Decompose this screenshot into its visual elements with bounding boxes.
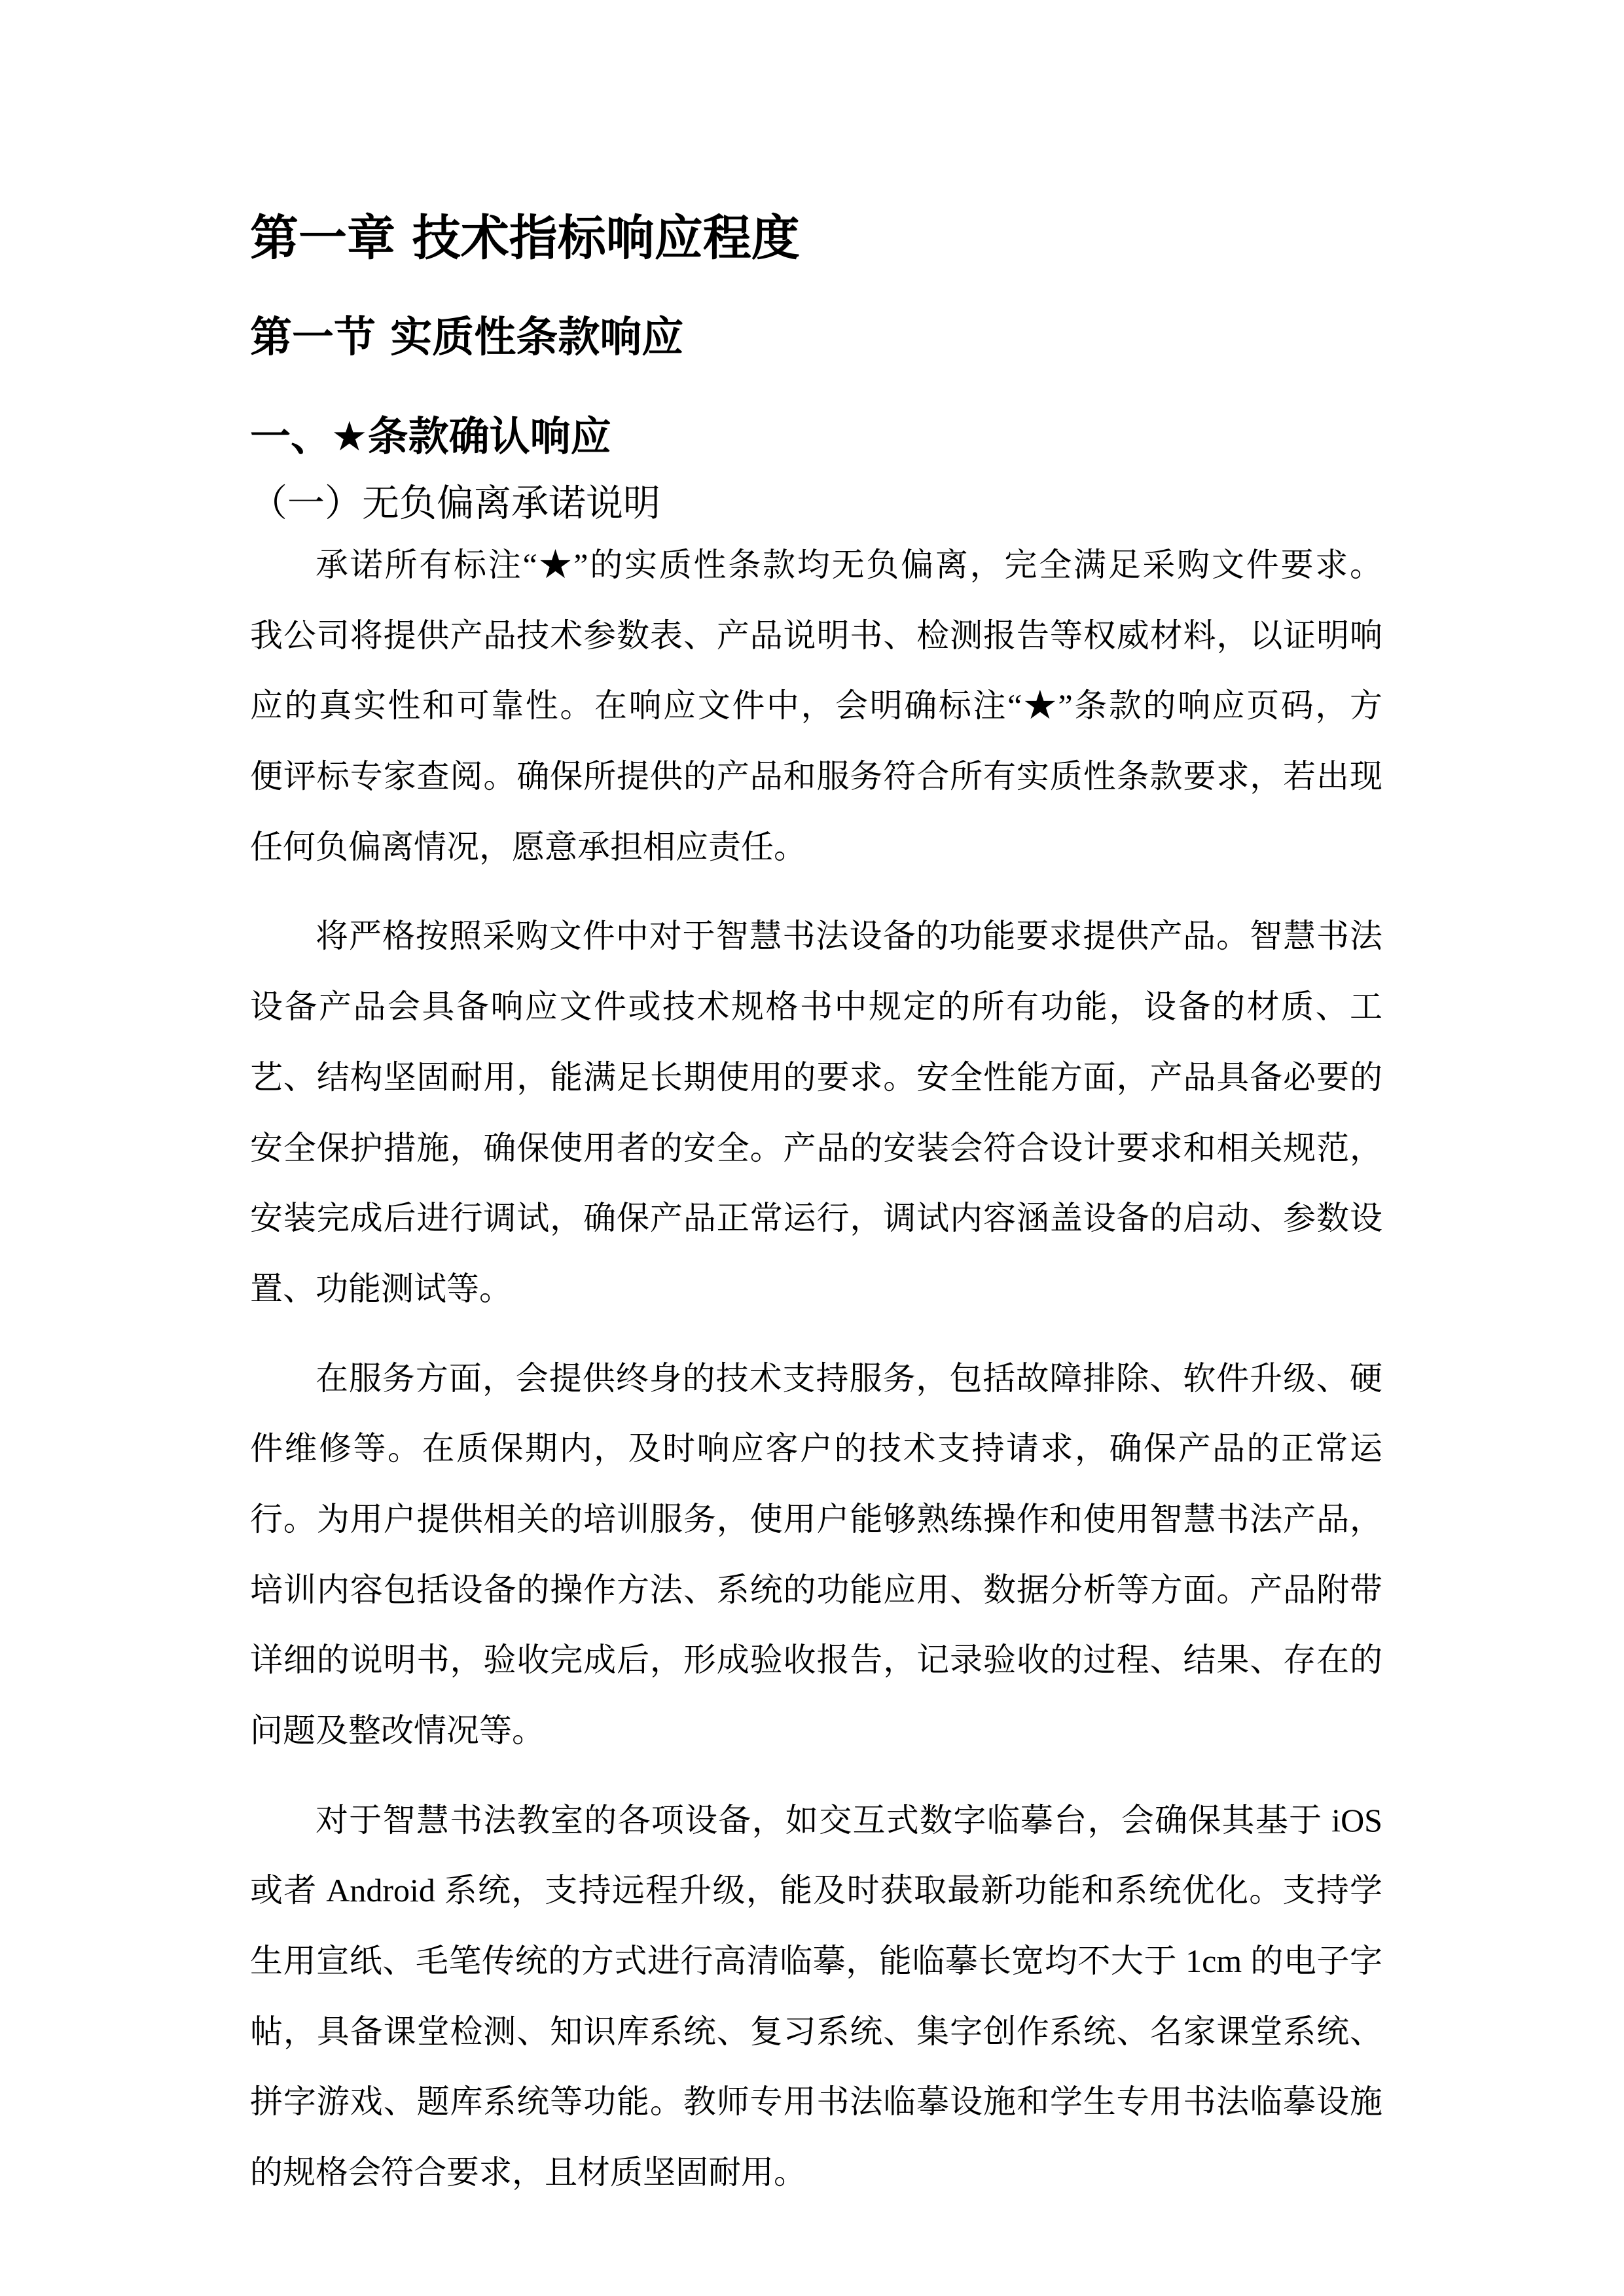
paragraph-line: 培训内容包括设备的操作方法、系统的功能应用、数据分析等方面。产品附带 [250,1571,1382,1608]
paragraph-line: 对于智慧书法教室的各项设备，如交互式数字临摹台，会确保其基于 iOS [316,1801,1382,1839]
body-text [250,530,1382,2227]
paragraph-line: 承诺所有标注“★”的实质性条款均无负偏离，完全满足采购文件要求。 [316,547,1382,583]
paragraph-line: 或者 Android 系统，支持远程升级，能及时获取最新功能和系统优化。支持学 [250,1872,1382,1909]
clause-heading: 一、★条款确认响应 [250,412,611,460]
chapter-title: 第一章 技术指标响应程度 [250,210,800,266]
paragraph-line: 行。为用户提供相关的培训服务，使用户能够熟练操作和使用智慧书法产品， [250,1500,1382,1537]
paragraph-line: 详细的说明书，验收完成后，形成验收报告，记录验收的过程、结果、存在的 [250,1641,1382,1679]
paragraph-line: 安全保护措施，确保使用者的安全。产品的安装会符合设计要求和相关规范， [250,1129,1382,1166]
paragraph-line: 应的真实性和可靠性。在响应文件中，会明确标注“★”条款的响应页码，方 [250,687,1382,725]
paragraph-line: 置、功能测试等。 [250,1270,512,1307]
paragraph-1 [250,530,1382,882]
paragraph-line: 问题及整改情况等。 [250,1712,545,1749]
paragraph-line: 生用宣纸、毛笔传统的方式进行高清临摹，能临摹长宽均不大于 1cm 的电子字 [250,1943,1382,1980]
paragraph-line: 帖，具备课堂检测、知识库系统、复习系统、集字创作系统、名家课堂系统、 [250,2013,1382,2050]
paragraph-line: 任何负偏离情况，愿意承担相应责任。 [250,828,806,865]
paragraph-line: 在服务方面，会提供终身的技术支持服务，包括故障排除、软件升级、硬 [316,1359,1382,1397]
paragraph-line: 我公司将提供产品技术参数表、产品说明书、检测报告等权威材料，以证明响 [250,617,1382,654]
paragraph-line: 安装完成后进行调试，确保产品正常运行，调试内容涵盖设备的启动、参数设 [250,1200,1382,1237]
paragraph-line: 的规格会符合要求，且材质坚固耐用。 [250,2154,806,2191]
paragraph-line: 设备产品会具备响应文件或技术规格书中规定的所有功能，设备的材质、工 [250,988,1382,1026]
paragraph-line: 将严格按照采购文件中对于智慧书法设备的功能要求提供产品。智慧书法 [316,918,1382,955]
section-title: 第一节 实质性条款响应 [250,314,684,362]
paragraph-line: 便评标专家查阅。确保所提供的产品和服务符合所有实质性条款要求，若出现 [250,758,1382,795]
paragraph-line: 艺、结构坚固耐用，能满足长期使用的要求。安全性能方面，产品具备必要的 [250,1058,1382,1096]
paragraph-line: 拼字游戏、题库系统等功能。教师专用书法临摹设施和学生专用书法临摹设施 [250,2083,1382,2121]
subclause-heading: （一）无负偏离承诺说明 [250,483,660,524]
paragraph-2 [250,901,1382,1324]
paragraph-3 [250,1344,1382,1767]
paragraph-4 [250,1785,1382,2208]
paragraph-line: 件维修等。在质保期内，及时响应客户的技术支持请求，确保产品的正常运 [250,1430,1382,1467]
